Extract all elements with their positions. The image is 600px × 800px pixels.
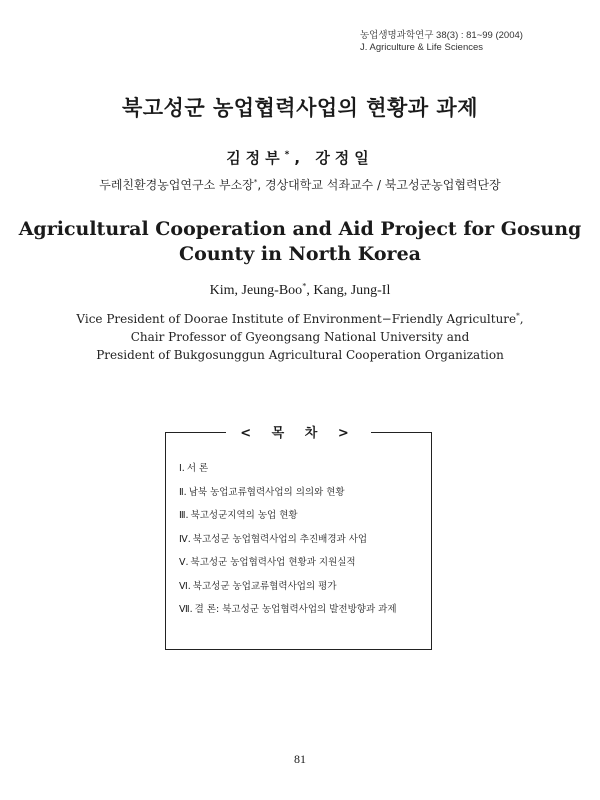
toc-item-number: Ⅳ. <box>179 533 191 545</box>
author-1-ko: 김정부 <box>226 149 285 167</box>
affiliation-en-line3: President of Bukgosunggun Agricultural Cooperation Organization <box>96 348 504 362</box>
toc-heading-text: < 목 차 > <box>226 426 370 441</box>
authors-korean <box>0 147 600 168</box>
affiliation-en-line1-tail: , <box>519 312 524 326</box>
title-english <box>0 217 600 267</box>
toc-item-number: Ⅰ. <box>179 463 185 474</box>
toc-item <box>179 602 397 626</box>
authors-english <box>0 283 600 299</box>
toc-item <box>179 532 397 556</box>
journal-header <box>360 30 580 54</box>
toc-item-number: Ⅵ. <box>179 580 191 592</box>
author-1-ko-mark: * <box>284 150 295 160</box>
affiliation-ko-part1: 두레친환경농업연구소 부소장 <box>99 178 254 192</box>
affiliation-en-line1-text: Vice President of Doorae Institute of Environment−Friendly Agriculture <box>76 312 517 326</box>
toc-item-text: 북고성군 농업협력사업의 추진배경과 사업 <box>192 533 368 545</box>
toc-heading <box>166 422 431 441</box>
author-2-en: , Kang, Jung-Il <box>306 283 391 298</box>
toc-item <box>179 485 397 509</box>
toc-item-text: 결 론: 북고성군 농업협력사업의 발전방향과 과제 <box>194 604 397 615</box>
journal-name-en: J. Agriculture & Life Sciences <box>360 42 484 53</box>
title-english-line1: Agricultural Cooperation and Aid Project for Gosung <box>18 218 582 240</box>
affiliation-en-mark: * <box>516 311 520 320</box>
affiliation-english <box>0 310 600 364</box>
affiliation-en-line2: Chair Professor of Gyeongsang National University and <box>130 330 470 344</box>
toc-item-number: Ⅶ. <box>179 604 193 615</box>
title-english-line2: County in North Korea <box>179 243 421 265</box>
toc-item-text: 남북 농업교류협력사업의 의의와 현황 <box>188 486 345 498</box>
page-number: 81 <box>294 752 306 766</box>
author-separator-ko: , <box>294 149 316 167</box>
toc-item-text: 북고성군 농업교류협력사업의 평가 <box>192 580 337 592</box>
toc-item-number: Ⅲ. <box>179 510 189 521</box>
toc-list <box>179 461 397 626</box>
affiliation-ko-mark: * <box>253 177 258 186</box>
toc-item-number: Ⅱ. <box>179 486 187 498</box>
toc-item <box>179 461 397 485</box>
toc-item <box>179 508 397 532</box>
author-1-en: Kim, Jeung-Boo <box>209 283 303 298</box>
toc-item <box>179 555 397 579</box>
author-2-ko: 강정일 <box>315 149 374 167</box>
table-of-contents <box>165 426 432 650</box>
affiliation-ko-part2: , 경상대학교 석좌교수 / 북고성군농업협력단장 <box>257 178 501 192</box>
toc-item <box>179 579 397 603</box>
toc-item-text: 북고성군지역의 농업 현황 <box>190 510 298 521</box>
toc-item-text: 북고성군 농업협력사업 현황과 지원실적 <box>190 557 356 568</box>
journal-citation-ko: 농업생명과학연구 38(3) : 81~99 (2004) <box>360 30 523 41</box>
title-korean: 북고성군 농업협력사업의 현황과 과제 <box>121 96 478 120</box>
author-1-en-mark: * <box>302 281 307 291</box>
affiliation-korean <box>0 176 600 193</box>
affiliation-en-line1 <box>0 310 600 328</box>
toc-item-number: Ⅴ. <box>179 557 189 568</box>
toc-item-text: 서 론 <box>186 463 209 474</box>
